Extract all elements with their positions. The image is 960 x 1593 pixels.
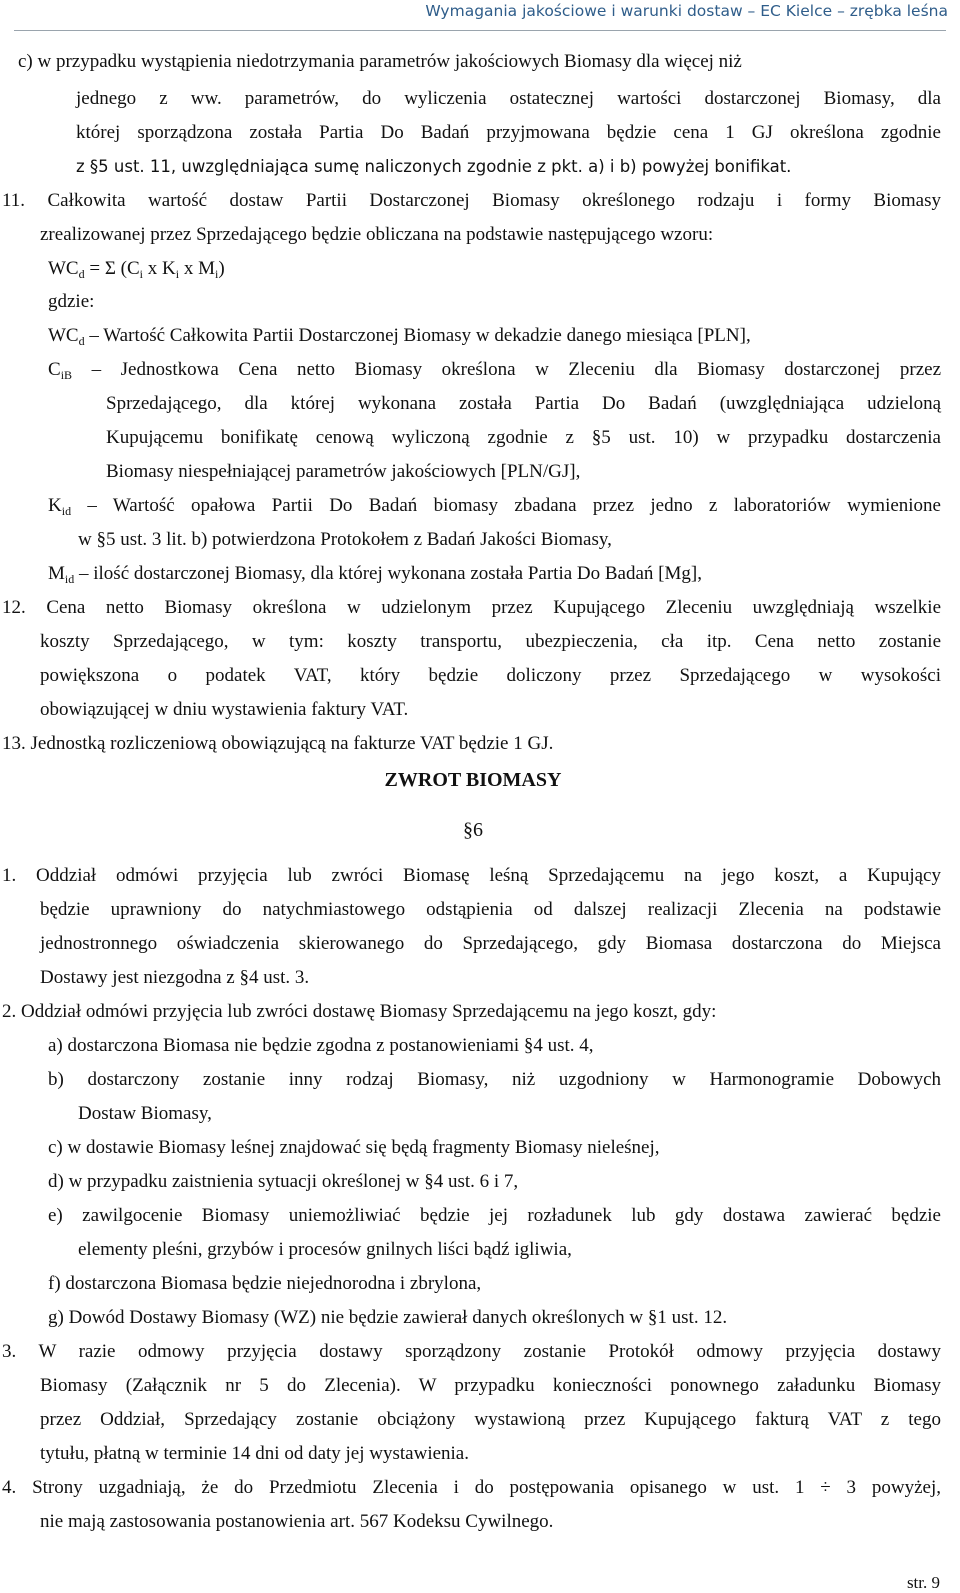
text-line: jednego z ww. parametrów, do wyliczenia ostatecznej wartości dostarczonej Biomasy, dla — [76, 88, 941, 109]
text-line: c) w przypadku wystąpienia niedotrzymania parametrów jakościowych Biomasy dla więcej niż — [18, 51, 742, 72]
definition-mid: $M_{id}$ – ilość dostarczonej Biomasy, dla której wykonana została Partia Do Badań [Mg], — [48, 563, 702, 586]
definition-cib: $C_{iB}$ – Jednostkowa Cena netto Biomasy określona w Zleceniu dla Biomasy dostarczonej przez — [48, 359, 941, 382]
text-line: 12. Cena netto Biomasy określona w udzielonym przez Kupującego Zleceniu uwzględniają wszelkie — [2, 597, 941, 618]
text-line: koszty Sprzedającego, w tym: koszty transportu, ubezpieczenia, cła itp. Cena netto zostanie — [40, 631, 941, 652]
list-item: b) dostarczony zostanie inny rodzaj Biomasy, niż uzgodniony w Harmonogramie Dobowych — [48, 1069, 941, 1090]
text-line: 3. W razie odmowy przyjęcia dostawy sporządzony zostanie Protokół odmowy przyjęcia dostawy — [2, 1341, 941, 1362]
section-paragraph-number: §6 — [463, 819, 483, 841]
text-line: której sporządzona została Partia Do Badań przyjmowana będzie cena 1 GJ określona zgodnie — [76, 122, 941, 143]
text-line: obowiązującej w dniu wystawienia faktury VAT. — [40, 699, 409, 720]
text-line: będzie uprawniony do natychmiastowego odstąpienia od dalszej realizacji Zlecenia na podstawie — [40, 899, 941, 920]
list-item: e) zawilgocenie Biomasy uniemożliwiać będzie jej rozładunek lub gdy dostawa zawierać będzie — [48, 1205, 941, 1226]
text-line: jednostronnego oświadczenia skierowanego do Sprzedającego, gdy Biomasa dostarczona do Miejsca — [40, 933, 941, 954]
running-header: Wymagania jakościowe i warunki dostaw – EC Kielce – zrębka leśna — [425, 2, 948, 20]
text-line: Dostawy jest niezgodna z §4 ust. 3. — [40, 967, 310, 988]
text-line: nie mają zastosowania postanowienia art. 567 Kodeksu Cywilnego. — [40, 1511, 554, 1532]
page-number: str. 9 — [906, 1573, 940, 1592]
list-item: c) w dostawie Biomasy leśnej znajdować się będą fragmenty Biomasy nieleśnej, — [48, 1137, 660, 1158]
text-line: Sprzedającego, dla której wykonana została Partia Do Badań (uwzględniająca udzieloną — [106, 393, 941, 414]
text-line: gdzie: — [48, 291, 95, 312]
text-line: zrealizowanej przez Sprzedającego będzie obliczana na podstawie następującego wzoru: — [40, 224, 714, 245]
text-line: 4. Strony uzgadniają, że do Przedmiotu Zlecenia i do postępowania opisanego w ust. 1 ÷ 3 powyżej, — [2, 1477, 941, 1498]
text-line: Dostaw Biomasy, — [78, 1103, 212, 1124]
text-line: z §5 ust. 11, uwzględniająca sumę naliczonych zgodnie z pkt. a) i b) powyżej bonifikat. — [76, 157, 792, 176]
text-line: 13. Jednostką rozliczeniową obowiązującą na fakturze VAT będzie 1 GJ. — [2, 733, 554, 754]
text-line: tytułu, płatną w terminie 14 dni od daty jej wystawienia. — [40, 1443, 469, 1464]
text-line: elementy pleśni, grzybów i procesów gnilnych liści bądź igliwia, — [78, 1239, 572, 1260]
list-item: g) Dowód Dostawy Biomasy (WZ) nie będzie zawierał danych określonych w §1 ust. 12. — [48, 1307, 728, 1328]
text-line: Biomasy niespełniającej parametrów jakościowych [PLN/GJ], — [106, 461, 581, 482]
definition-wcd: $WC_d$ – Wartość Całkowita Partii Dostarczonej Biomasy w dekadzie danego miesiąca [PLN], — [48, 325, 751, 348]
text-line: powiększona o podatek VAT, który będzie doliczony przez Sprzedającego w wysokości — [40, 665, 941, 686]
section-title: ZWROT BIOMASY — [384, 769, 562, 791]
text-line: przez Oddział, Sprzedający zostanie obciążony wystawioną przez Kupującego fakturą VAT z tego — [40, 1409, 941, 1430]
header-rule — [14, 30, 946, 31]
text-line: w §5 ust. 3 lit. b) potwierdzona Protokołem z Badań Jakości Biomasy, — [78, 529, 612, 550]
definition-kid: $K_{id}$ – Wartość opałowa Partii Do Badań biomasy zbadana przez jedno z laboratoriów wymienione — [48, 495, 941, 518]
formula: $WC_d = \Sigma$ ($C_i$ x $K_i$ x $M_i$) — [48, 258, 225, 281]
text-line: 1. Oddział odmówi przyjęcia lub zwróci Biomasę leśną Sprzedającemu na jego koszt, a Kupujący — [2, 865, 941, 886]
text-line: Kupującemu bonifikatę cenową wyliczoną zgodnie z §5 ust. 10) w przypadku dostarczenia — [106, 427, 941, 448]
text-line: Biomasy (Załącznik nr 5 do Zlecenia). W przypadku konieczności ponownego załadunku Biomasy — [40, 1375, 941, 1396]
list-item: d) w przypadku zaistnienia sytuacji określonej w §4 ust. 6 i 7, — [48, 1171, 519, 1192]
list-item: a) dostarczona Biomasa nie będzie zgodna z postanowieniami §4 ust. 4, — [48, 1035, 594, 1056]
list-item: f) dostarczona Biomasa będzie niejednorodna i zbrylona, — [48, 1273, 482, 1294]
text-line: 2. Oddział odmówi przyjęcia lub zwróci dostawę Biomasy Sprzedającemu na jego koszt, gdy: — [2, 1001, 717, 1022]
text-line: 11. Całkowita wartość dostaw Partii Dostarczonej Biomasy określonego rodzaju i formy Biomasy — [2, 190, 941, 211]
